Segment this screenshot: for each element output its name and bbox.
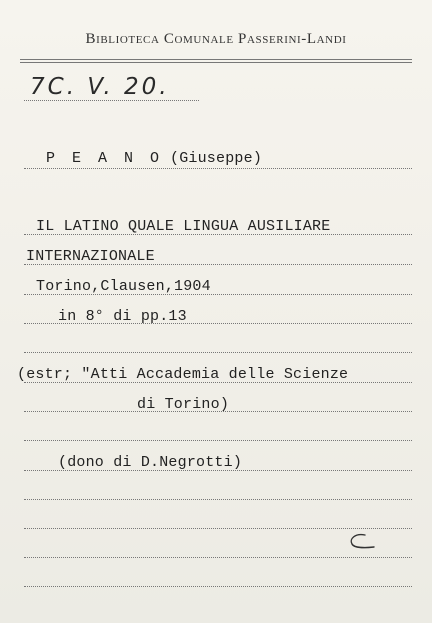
author-line — [24, 168, 412, 169]
shelfmark: 7C. V. 20. — [30, 74, 170, 100]
provenance-rule — [24, 470, 412, 471]
author-surname: P E A N O — [46, 150, 164, 167]
note-line-2: di Torino) — [137, 396, 230, 413]
title-line-1: IL LATINO QUALE LINGUA AUSILIARE — [36, 218, 331, 235]
library-header: Biblioteca Comunale Passerini-Landi — [85, 31, 347, 47]
title-line-2-rule — [24, 264, 412, 265]
blank-rule-3 — [24, 499, 412, 500]
handwritten-mark-icon — [345, 532, 377, 552]
shelfmark-line — [24, 100, 199, 101]
imprint: Torino,Clausen,1904 — [36, 278, 211, 295]
blank-rule-6 — [24, 586, 412, 587]
header-rule-top — [20, 59, 412, 60]
header-rule-bottom — [20, 62, 412, 63]
provenance: (dono di D.Negrotti) — [58, 454, 243, 471]
title-line-1-rule — [24, 234, 412, 235]
imprint-rule — [24, 294, 412, 295]
note-line-1: (estr; "Atti Accademia delle Scienze — [17, 366, 349, 383]
note-line-1-rule — [24, 382, 412, 383]
blank-rule-1 — [24, 352, 412, 353]
author-given-name: (Giuseppe) — [170, 150, 263, 167]
blank-rule-4 — [24, 528, 412, 529]
format: in 8° di pp.13 — [58, 308, 187, 325]
title-line-2: INTERNAZIONALE — [26, 248, 155, 265]
note-line-2-rule — [24, 411, 412, 412]
blank-rule-5 — [24, 557, 412, 558]
blank-rule-2 — [24, 440, 412, 441]
format-rule — [24, 323, 412, 324]
